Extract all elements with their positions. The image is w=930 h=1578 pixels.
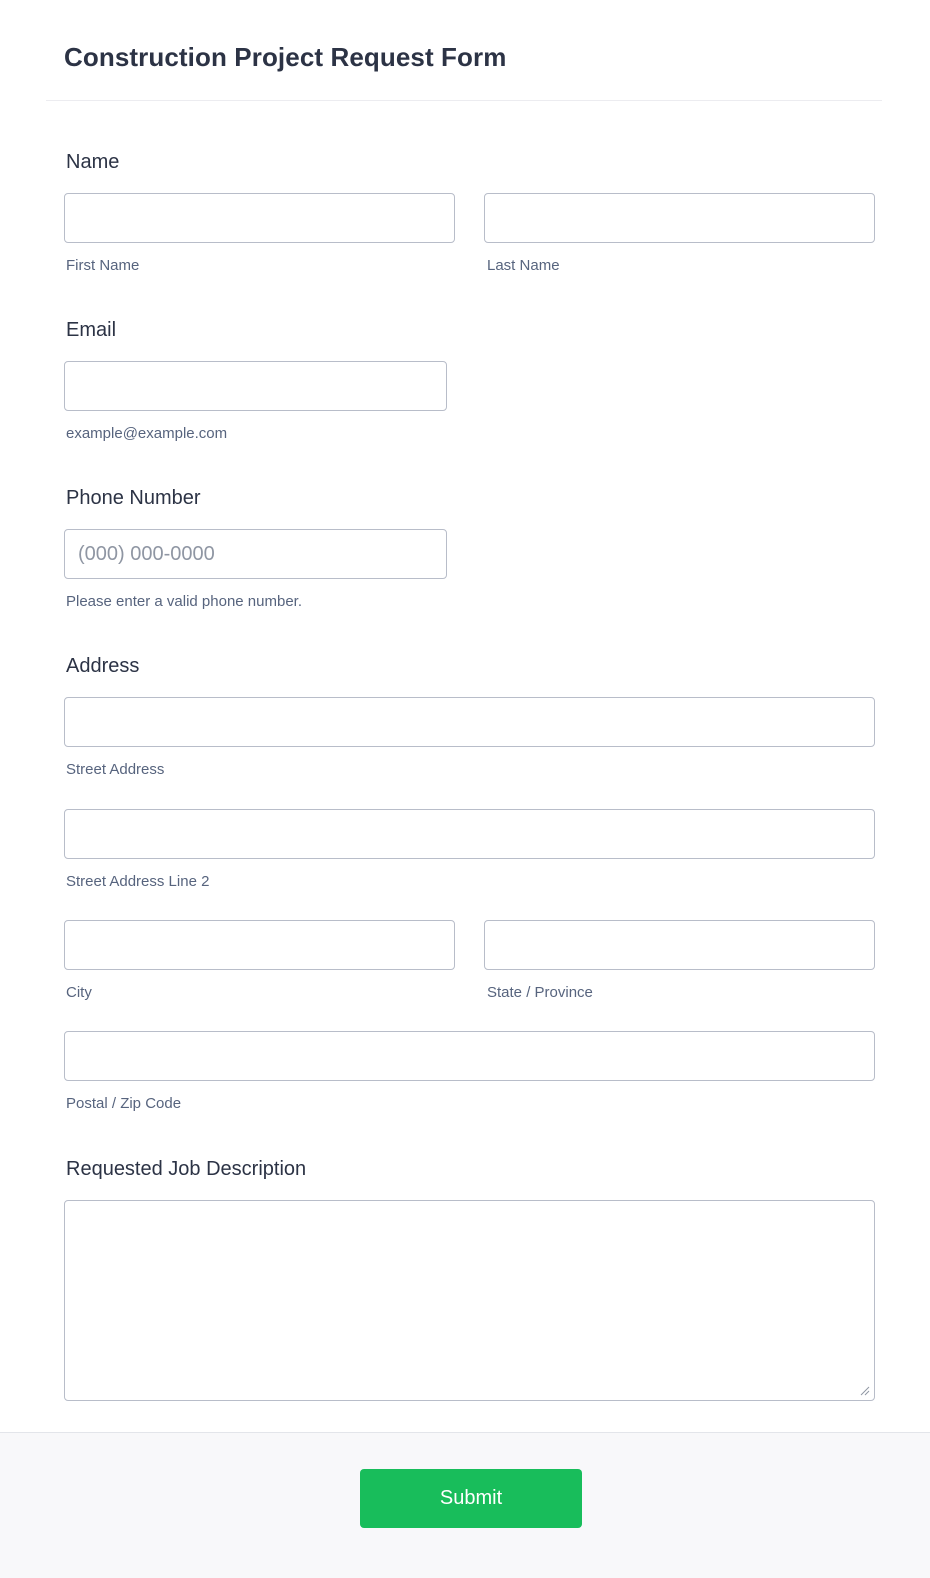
job-description-textarea[interactable] <box>64 1200 875 1401</box>
submit-button[interactable]: Submit <box>360 1469 582 1528</box>
email-label: Email <box>66 319 117 341</box>
job-description-label: Requested Job Description <box>66 1158 307 1180</box>
street-address-line2-sublabel: Street Address Line 2 <box>66 873 210 890</box>
state-province-input[interactable] <box>484 920 875 970</box>
name-label: Name <box>66 151 120 173</box>
footer-divider <box>0 1432 930 1433</box>
state-province-sublabel: State / Province <box>487 984 593 1001</box>
resize-handle-icon[interactable] <box>860 1386 870 1396</box>
address-label: Address <box>66 655 140 677</box>
first-name-input[interactable] <box>64 193 455 243</box>
phone-input[interactable] <box>64 529 447 579</box>
postal-code-sublabel: Postal / Zip Code <box>66 1095 182 1112</box>
city-input[interactable] <box>64 920 455 970</box>
street-address-input[interactable] <box>64 697 875 747</box>
postal-code-input[interactable] <box>64 1031 875 1081</box>
last-name-sublabel: Last Name <box>487 257 560 274</box>
title-divider <box>46 100 882 101</box>
email-input[interactable] <box>64 361 447 411</box>
last-name-input[interactable] <box>484 193 875 243</box>
first-name-sublabel: First Name <box>66 257 140 274</box>
city-sublabel: City <box>66 984 92 1001</box>
form-title: Construction Project Request Form <box>64 42 507 72</box>
street-address-sublabel: Street Address <box>66 761 165 778</box>
phone-sublabel: Please enter a valid phone number. <box>66 593 302 610</box>
email-sublabel: example@example.com <box>66 425 228 442</box>
phone-label: Phone Number <box>66 487 201 509</box>
street-address-line2-input[interactable] <box>64 809 875 859</box>
